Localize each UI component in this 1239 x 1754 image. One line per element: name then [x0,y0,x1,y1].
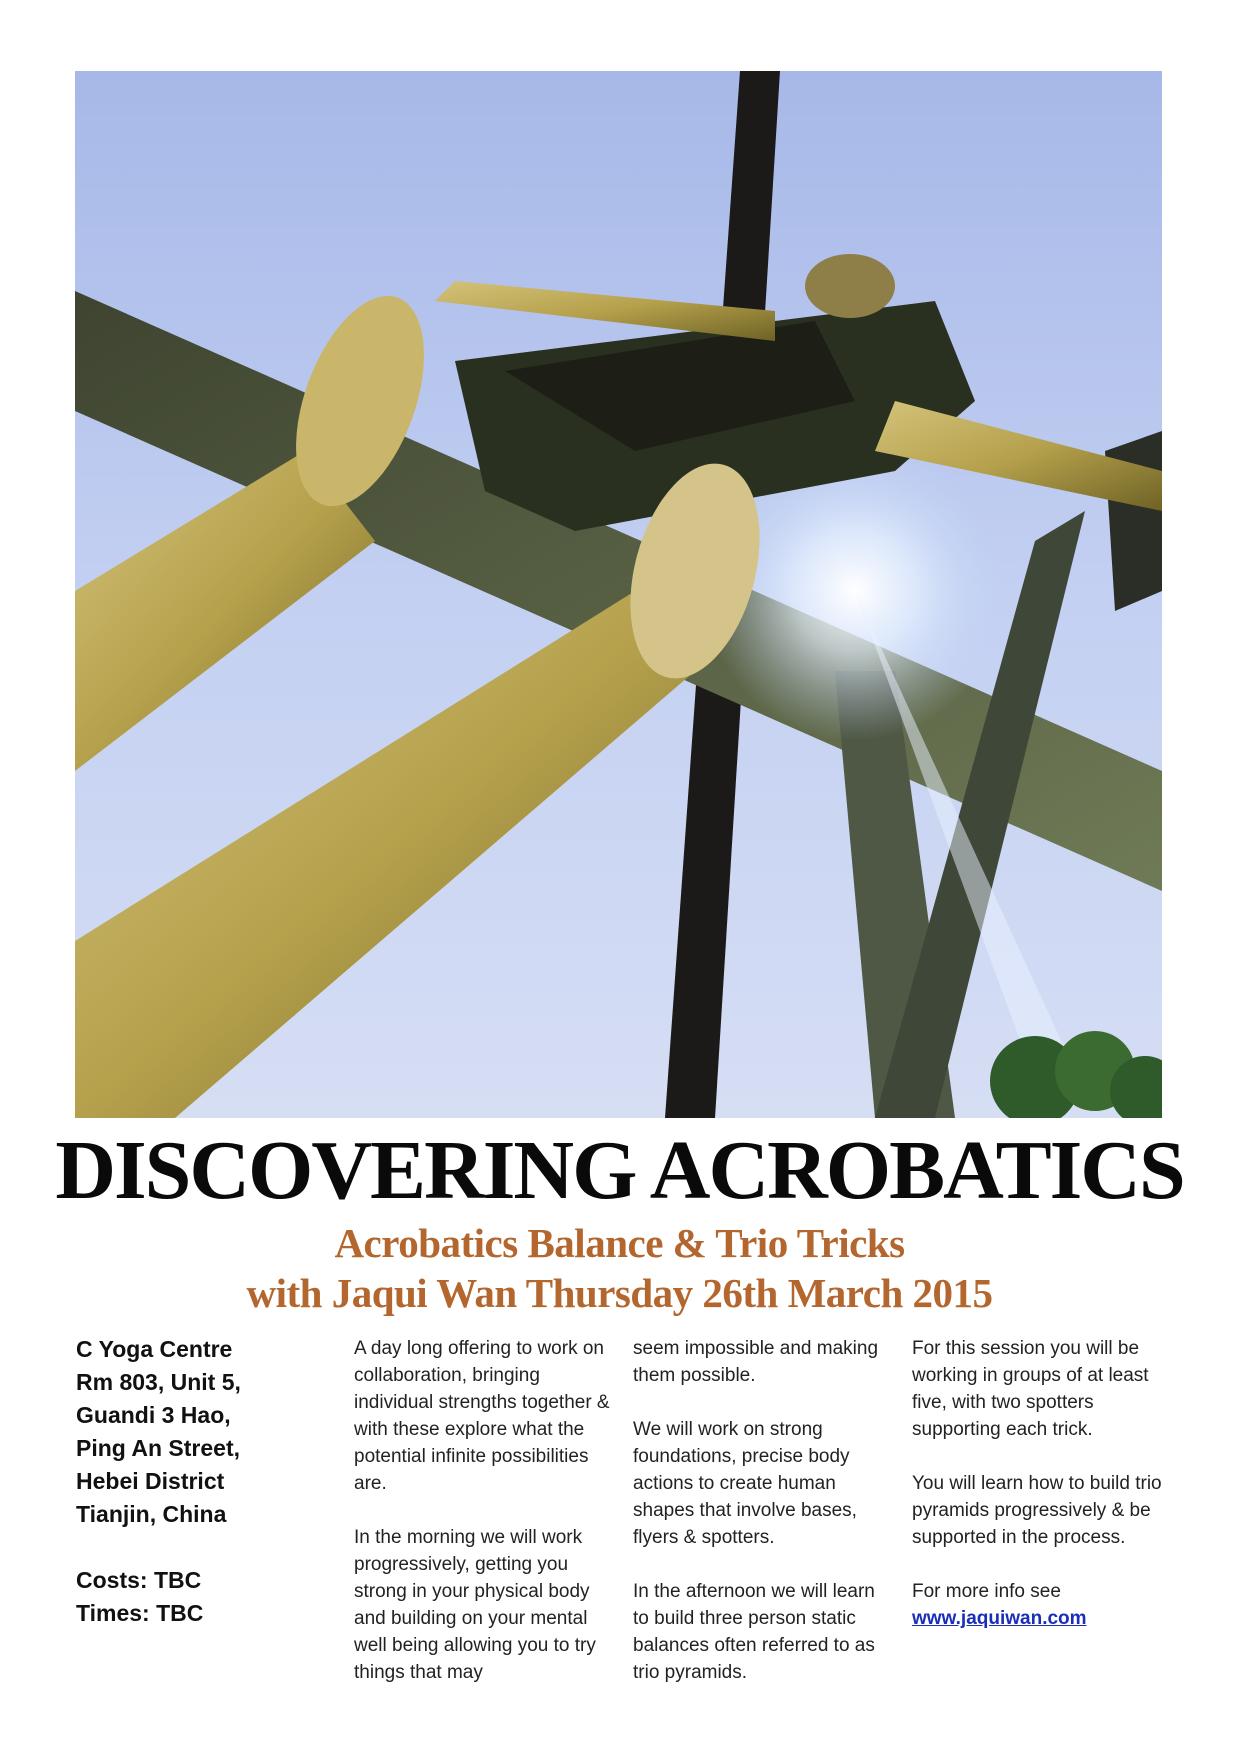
paragraph: In the morning we will work progressively, getting you strong in your physical body and building on your mental well being allowing you to try things that may [354,1527,596,1683]
address-line: Rm 803, Unit 5, [76,1369,241,1395]
paragraph: In the afternoon we will learn to build three person static balances often referred to as trio pyramids. [633,1581,875,1683]
hero-photo [75,71,1162,1118]
address-line: Tianjin, China [76,1501,227,1527]
paragraph: For this session you will be working in groups of at least five, with two spotters supporting each trick. [912,1338,1149,1440]
address-line: Hebei District [76,1468,225,1494]
costs: Costs: TBC [76,1567,202,1593]
paragraph: A day long offering to work on collaboration, bringing individual strengths together & with these explore what the potential infinite possibilities are. [354,1338,610,1494]
website-link[interactable]: www.jaquiwan.com [912,1608,1087,1629]
subtitle-line-1: Acrobatics Balance & Trio Tricks [334,1220,905,1266]
more-info-label: For more info see [912,1581,1061,1602]
venue-name: C Yoga Centre [76,1336,233,1362]
paragraph: We will work on strong foundations, precise body actions to create human shapes that involve bases, flyers & spotters. [633,1419,857,1548]
paragraph: You will learn how to build trio pyramids progressively & be supported in the process. [912,1473,1162,1548]
subtitle-line-2: with Jaqui Wan Thursday 26th March 2015 [246,1270,993,1316]
acrobatics-photo-illustration [75,71,1162,1118]
address-line: Ping An Street, [76,1435,240,1461]
description-column-2 [633,1335,895,1713]
address-line: Guandi 3 Hao, [76,1402,231,1428]
times: Times: TBC [76,1600,204,1626]
paragraph: seem impossible and making them possible. [633,1338,879,1386]
venue-info [76,1333,326,1630]
description-column-3 [912,1335,1174,1632]
description-column-1 [354,1335,616,1713]
poster-title: DISCOVERING ACROBATICS [55,1124,1184,1217]
poster-subtitle [0,1218,1239,1318]
